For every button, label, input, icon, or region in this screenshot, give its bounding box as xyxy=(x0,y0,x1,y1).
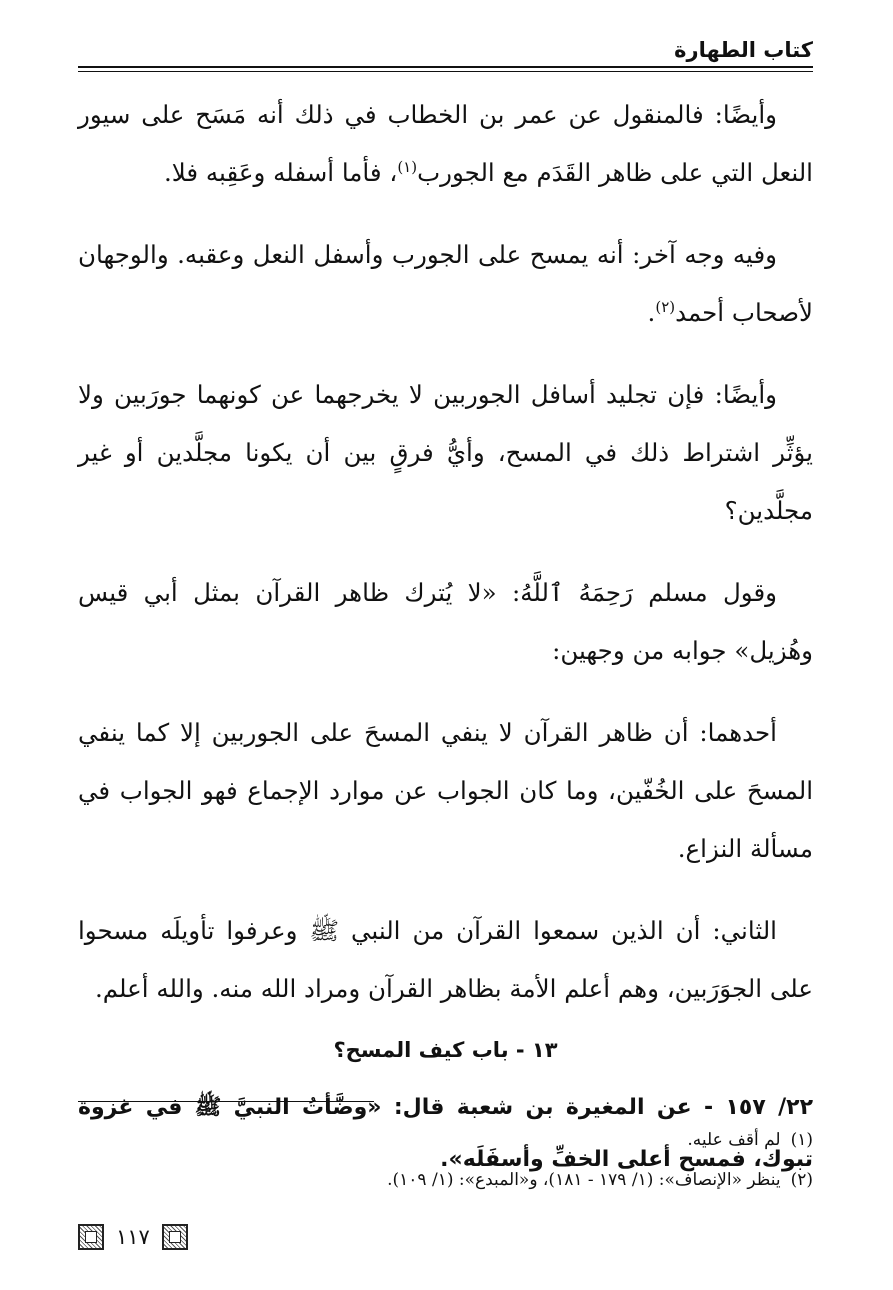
ornament-icon xyxy=(162,1224,188,1250)
hadith-text: ٢٢/ ١٥٧ - عن المغيرة بن شعبة قال: «وضَّأتُ النبيَّ ﷺ في غزوة تبوك، فمسح أعلى الخفِّ وأسفَلَه». xyxy=(78,1095,814,1172)
footnotes xyxy=(78,1120,813,1200)
page-number: ١١٧ xyxy=(116,1225,150,1249)
paragraph: وقول مسلم رَحِمَهُ ٱللَّهُ: «لا يُترك ظاهر القرآن بمثل أبي قيس وهُزيل» جوابه من وجهين: xyxy=(78,578,813,665)
paragraph: وفيه وجه آخر: أنه يمسح على الجورب وأسفل النعل وعقبه. والوجهان لأصحاب أحمد$^{(٢)}$. xyxy=(78,240,813,327)
main-text xyxy=(78,86,813,1186)
footnote-number: (١) xyxy=(790,1130,813,1150)
footnote-ref[interactable]: (٢) xyxy=(655,297,676,316)
paragraph: الثاني: أن الذين سمعوا القرآن من النبي ﷺ وعرفوا تأويلَه مسحوا على الجوَرَبين، وهم أعلم الأمة بظاهر القرآن ومراد الله منه. والله أعلم. xyxy=(78,916,813,1003)
footnote-separator xyxy=(78,1101,374,1102)
running-header-title: كتاب الطهارة xyxy=(674,38,813,62)
ornament-icon xyxy=(78,1224,104,1250)
footnote-text: لم أقف عليه. xyxy=(687,1130,781,1150)
footnote-ref[interactable]: (١) xyxy=(397,157,418,176)
paragraph: أحدهما: أن ظاهر القرآن لا ينفي المسحَ على الجوربين إلا كما ينفي المسحَ على الخُفّين، وما كان الجواب عن موارد الإجماع فهو الجواب في مسألة النزاع. xyxy=(78,718,813,863)
footnote xyxy=(78,1160,813,1200)
paragraph: وأيضًا: فالمنقول عن عمر بن الخطاب في ذلك أنه مَسَح على سيور النعل التي على ظاهر القَدَم مع الجورب$^{(١)}$، فأما أسفله وعَقِبه فلا. xyxy=(78,100,813,187)
footnote xyxy=(78,1120,813,1160)
footnote-text: ينظر «الإنصاف»: (١/ ١٧٩ - ١٨١)، و«المبدع»: (١/ ١٠٩). xyxy=(387,1170,781,1190)
paragraph: وأيضًا: فإن تجليد أسافل الجوربين لا يخرجهما عن كونهما جورَبين ولا يؤثِّر اشتراط ذلك في المسح، وأيُّ فرقٍ بين أن يكونا مجلَّدين أو غير مجلَّدين؟ xyxy=(78,380,813,525)
section-heading: ١٣ - باب كيف المسح؟ xyxy=(333,1038,558,1062)
header-rule-thin xyxy=(78,71,813,72)
footnote-number: (٢) xyxy=(790,1170,813,1190)
book-page xyxy=(78,0,813,1290)
page-number-block xyxy=(78,1222,218,1252)
header-rule-thick xyxy=(78,66,813,68)
